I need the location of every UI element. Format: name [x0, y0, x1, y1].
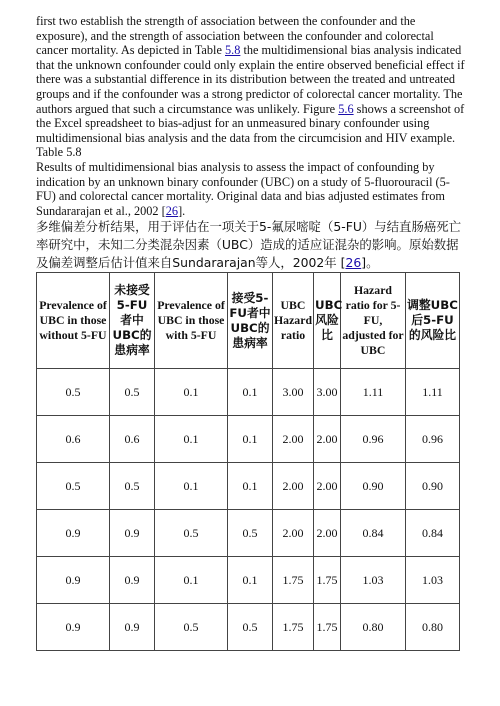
figure-reference-link[interactable]: 5.6: [338, 101, 354, 116]
header-cell: Prevalence of UBC in those without 5-FU: [37, 273, 110, 369]
table-cell: 0.84: [341, 510, 406, 557]
table-reference-link[interactable]: 5.8: [225, 43, 241, 58]
table-cell: 0.5: [155, 604, 228, 651]
table-cell: 2.00: [314, 463, 341, 510]
table-cell: 0.9: [110, 557, 155, 604]
table-cell: 1.03: [341, 557, 406, 604]
paragraph-text: shows a screenshot of the Excel spreadsheet to bias-adjust for an unmeasured binary confounder using multidimensional bias analysis and the data from the circumcision and HIV example.: [36, 101, 465, 145]
header-cell: UBC Hazard ratio: [273, 273, 314, 369]
caption-text: Results of multidimensional bias analysis to assess the impact of confounding by indication by an unknown binary confounder (UBC) on a study of 5-fluorouracil (5-FU) and colorectal cancer mortality. Original data and bias adjusted estimates from Sundararajan et al., 2002 [: [36, 159, 450, 218]
table-cell: 1.75: [314, 604, 341, 651]
table-cell: 0.1: [155, 463, 228, 510]
table-row: [37, 416, 460, 463]
table-header-row: [37, 273, 460, 369]
table-row: [37, 557, 460, 604]
table-cell: 0.80: [341, 604, 406, 651]
table-cell: 3.00: [314, 369, 341, 416]
table-cell: 0.5: [228, 510, 273, 557]
table-cell: 1.75: [314, 557, 341, 604]
document-page: [36, 14, 466, 651]
table-cell: 2.00: [314, 416, 341, 463]
table-cell: 0.9: [110, 510, 155, 557]
table-cell: 2.00: [273, 463, 314, 510]
table-cell: 0.1: [228, 463, 273, 510]
header-cell: Prevalence of UBC in those with 5-FU: [155, 273, 228, 369]
table-cell: 0.1: [228, 557, 273, 604]
table-cell: 0.9: [110, 604, 155, 651]
table-cell: 2.00: [314, 510, 341, 557]
table-cell: 0.5: [37, 369, 110, 416]
table-cell: 2.00: [273, 416, 314, 463]
table-cell: 0.80: [406, 604, 460, 651]
table-cell: 0.5: [110, 463, 155, 510]
table-row: [37, 463, 460, 510]
table-cell: 0.90: [341, 463, 406, 510]
header-cell: Hazard ratio for 5-FU, adjusted for UBC: [341, 273, 406, 369]
table-cell: 0.9: [37, 557, 110, 604]
table-cell: 0.1: [228, 369, 273, 416]
table-cell: 1.11: [406, 369, 460, 416]
table-row: [37, 369, 460, 416]
chinese-caption-text: 多维偏差分析结果，用于评估在一项关于5-氟尿嘧啶（5-FU）与结直肠癌死亡率研究中，未知二分类混杂因素（UBC）造成的适应证混杂的影响。原始数据及偏差调整后估计值来自Sundararajan等人，2002年 [: [36, 219, 462, 271]
header-cell: 未接受5-FU者中UBC的患病率: [110, 273, 155, 369]
body-paragraph: [36, 14, 466, 145]
table-cell: 0.9: [37, 510, 110, 557]
table-cell: 0.1: [155, 369, 228, 416]
header-cell: 接受5-FU者中UBC的患病率: [228, 273, 273, 369]
table-cell: 1.11: [341, 369, 406, 416]
paragraph-text: first two establish the strength of association between the confounder and the exposure), and the strength of association between the confounder and colorectal cancer mortality. As depicted in Table: [36, 14, 434, 58]
table-cell: 1.75: [273, 604, 314, 651]
table-cell: 0.9: [37, 604, 110, 651]
table-cell: 0.1: [228, 416, 273, 463]
table-cell: 0.5: [228, 604, 273, 651]
table-row: [37, 510, 460, 557]
table-row: [37, 604, 460, 651]
table-cell: 0.1: [155, 557, 228, 604]
table-cell: 0.96: [341, 416, 406, 463]
bias-analysis-table: [36, 272, 460, 651]
table-cell: 0.84: [406, 510, 460, 557]
table-cell: 0.6: [37, 416, 110, 463]
citation-link[interactable]: 26: [165, 203, 179, 218]
chinese-caption-text: ]。: [361, 255, 379, 271]
table-cell: 0.5: [110, 369, 155, 416]
table-cell: 2.00: [273, 510, 314, 557]
table-cell: 0.5: [155, 510, 228, 557]
table-cell: 0.5: [37, 463, 110, 510]
table-cell: 1.03: [406, 557, 460, 604]
table-cell: 0.96: [406, 416, 460, 463]
header-cell: UBC风险比: [314, 273, 341, 369]
table-cell: 0.6: [110, 416, 155, 463]
table-caption: [36, 160, 466, 218]
chinese-citation-link[interactable]: 26: [345, 255, 362, 271]
paragraph-text: the multidimensional bias analysis indicated that the unknown confounder could only explain the entire observed beneficial effect if there was a substantial difference in its distribution between the treated and untreated groups and if the confounder was a strong predictor of colorectal cancer mortality. The authors argued that such a circumstance was unlikely. Figure: [36, 43, 465, 116]
table-label: Table 5.8: [36, 145, 82, 160]
table-cell: 0.90: [406, 463, 460, 510]
table-cell: 1.75: [273, 557, 314, 604]
header-cell: 调整UBC后5-FU的风险比: [406, 273, 460, 369]
table-cell: 3.00: [273, 369, 314, 416]
chinese-caption: [36, 218, 466, 272]
table-cell: 0.1: [155, 416, 228, 463]
caption-text: ].: [178, 203, 186, 218]
